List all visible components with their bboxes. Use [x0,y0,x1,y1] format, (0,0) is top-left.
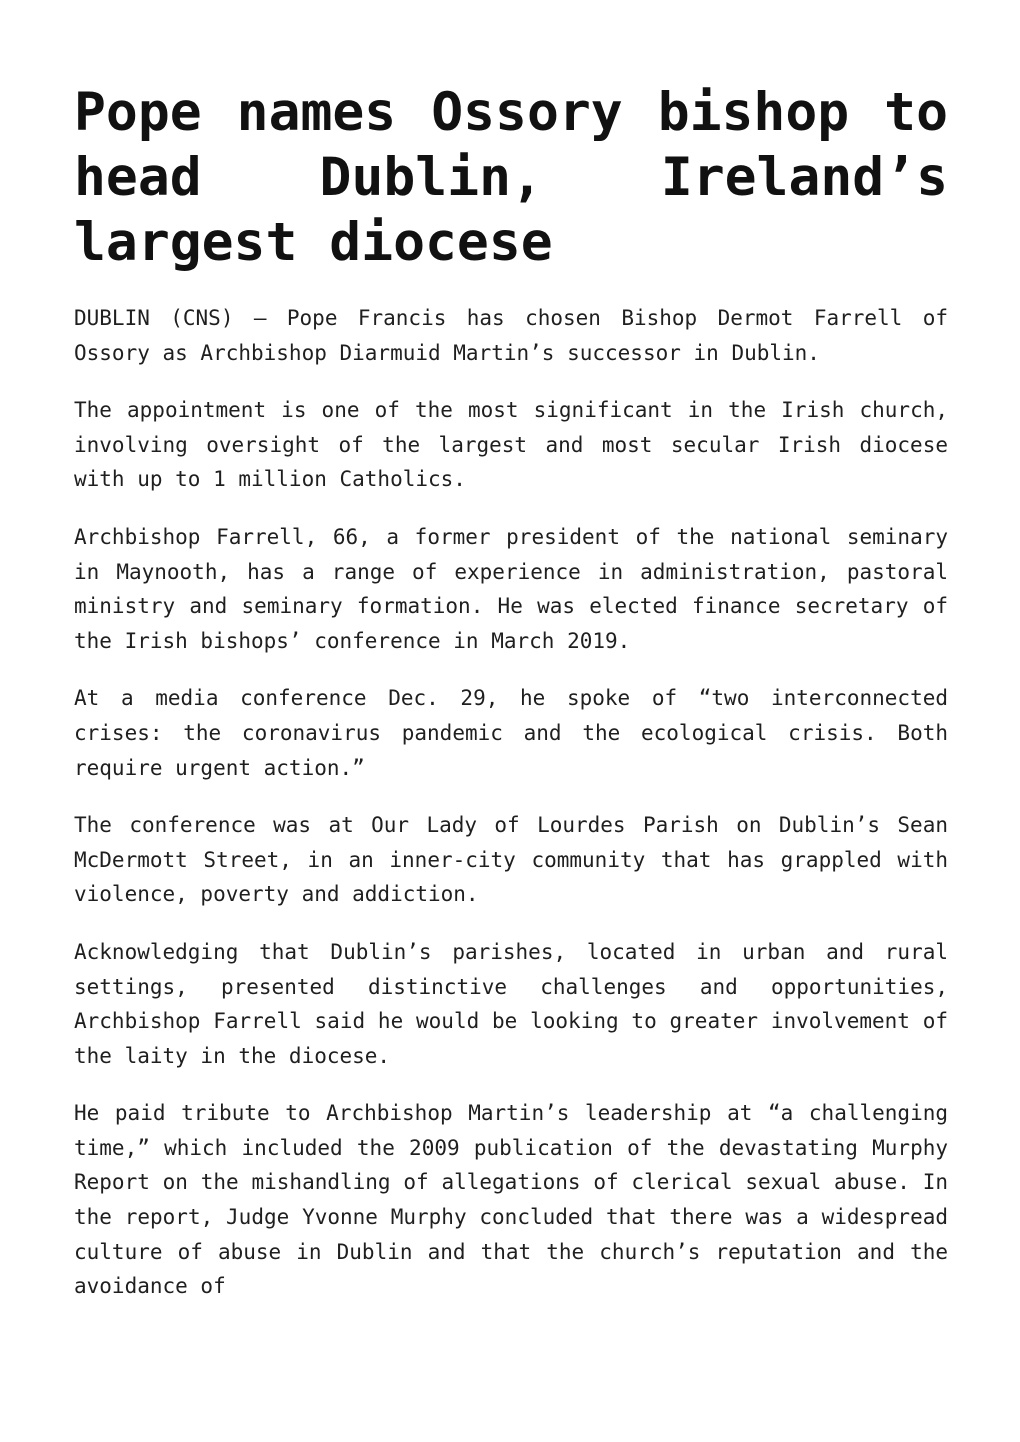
article-paragraph: At a media conference Dec. 29, he spoke of “two interconnected crises: the coronavirus pandemic and the ecological crisis. Both require urgent action.” [74,686,948,780]
article-title: Pope names Ossory bishop to head Dublin, Ireland’s largest diocese [74,82,948,273]
article-paragraph: DUBLIN (CNS) — Pope Francis has chosen Bishop Dermot Farrell of Ossory as Archbishop Diarmuid Martin’s successor in Dublin. [74,306,948,365]
article-paragraph: He paid tribute to Archbishop Martin’s leadership at “a challenging time,” which included the 2009 publication of the devastating Murphy Report on the mishandling of allegations of clerical sexual abuse. In the report, Judge Yvonne Murphy concluded that there was a widespread culture of abuse in Dublin and that the church’s reputation and the avoidance of [74,1101,948,1299]
article-paragraph: Archbishop Farrell, 66, a former president of the national seminary in Maynooth, has a range of experience in administration, pastoral ministry and seminary formation. He was elected finance secretary of the Irish bishops’ conference in March 2019. [74,524,948,653]
article-paragraph: The conference was at Our Lady of Lourdes Parish on Dublin’s Sean McDermott Street, in an inner-city community that has grappled with violence, poverty and addiction. [74,813,948,907]
article [74,80,948,1327]
article-body [74,301,948,1304]
article-paragraph: Acknowledging that Dublin’s parishes, located in urban and rural settings, presented distinctive challenges and opportunities, Archbishop Farrell said he would be looking to greater involvement of the laity in the diocese. [74,939,948,1068]
article-paragraph: The appointment is one of the most significant in the Irish church, involving oversight of the largest and most secular Irish diocese with up to 1 million Catholics. [74,398,948,492]
